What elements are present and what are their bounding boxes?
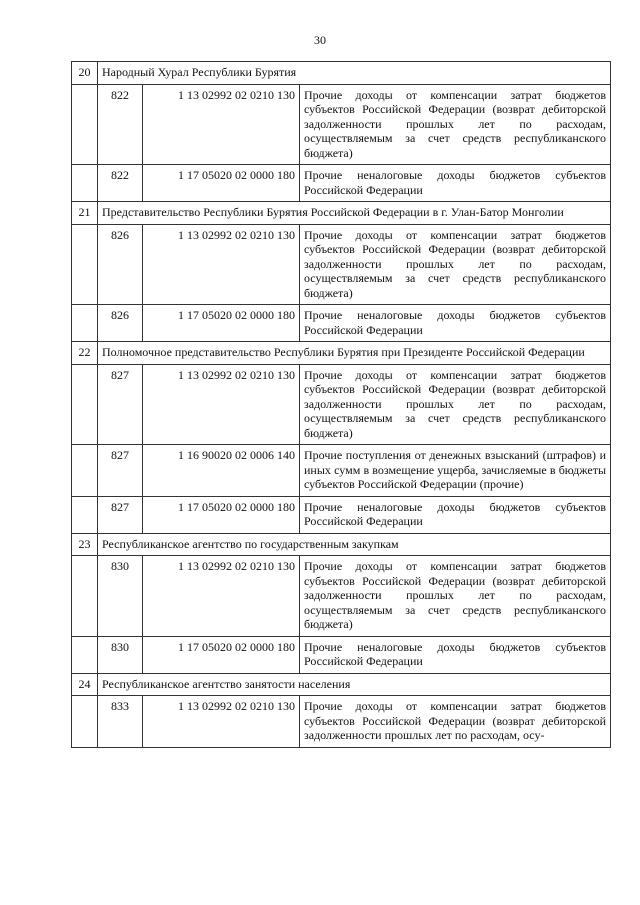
revenue-description: Прочие неналоговые доходы бюджетов субъектов Российской Федерации [300,636,611,673]
revenue-code: 1 13 02992 02 0210 130 [143,84,300,165]
blank-cell [72,636,98,673]
revenue-code: 1 17 05020 02 0000 180 [143,305,300,342]
section-number: 21 [72,202,98,225]
revenue-description: Прочие поступления от денежных взысканий (штрафов) и иных сумм в возмещение ущерба, зачисляемые в бюджеты субъектов Российской Федерации (прочие) [300,445,611,497]
section-number: 23 [72,533,98,556]
blank-cell [72,556,98,637]
blank-cell [72,84,98,165]
admin-code: 833 [98,696,143,748]
blank-cell [72,496,98,533]
section-header-row [72,533,611,556]
table-row [72,556,611,637]
table-row [72,696,611,748]
section-number: 20 [72,62,98,85]
admin-code: 827 [98,364,143,445]
admin-code: 827 [98,496,143,533]
revenue-code: 1 17 05020 02 0000 180 [143,165,300,202]
revenue-code: 1 13 02992 02 0210 130 [143,364,300,445]
revenue-description: Прочие неналоговые доходы бюджетов субъектов Российской Федерации [300,496,611,533]
table-row [72,636,611,673]
blank-cell [72,696,98,748]
table-row [72,305,611,342]
admin-code: 830 [98,636,143,673]
section-header-row [72,62,611,85]
section-number: 22 [72,342,98,365]
revenue-code: 1 17 05020 02 0000 180 [143,496,300,533]
admin-code: 826 [98,305,143,342]
revenue-description: Прочие доходы от компенсации затрат бюджетов субъектов Российской Федерации (возврат дебиторской задолженности прошлых лет по расходам, осуществляемым за счет средств республиканского бюджета) [300,224,611,305]
revenue-code: 1 17 05020 02 0000 180 [143,636,300,673]
blank-cell [72,364,98,445]
admin-code: 830 [98,556,143,637]
revenue-codes-table [71,61,611,748]
revenue-description: Прочие доходы от компенсации затрат бюджетов субъектов Российской Федерации (возврат дебиторской задолженности прошлых лет по расходам, осуществляемым за счет средств республиканского бюджета) [300,364,611,445]
table-row [72,84,611,165]
table-row [72,445,611,497]
revenue-description: Прочие неналоговые доходы бюджетов субъектов Российской Федерации [300,165,611,202]
admin-code: 822 [98,165,143,202]
revenue-description: Прочие доходы от компенсации затрат бюджетов субъектов Российской Федерации (возврат дебиторской задолженности прошлых лет по расходам, осуществляемым за счет средств республиканского бюджета) [300,556,611,637]
blank-cell [72,224,98,305]
admin-code: 826 [98,224,143,305]
revenue-code: 1 13 02992 02 0210 130 [143,696,300,748]
section-header-row [72,202,611,225]
revenue-code: 1 13 02992 02 0210 130 [143,224,300,305]
section-title: Республиканское агентство по государственным закупкам [98,533,611,556]
blank-cell [72,165,98,202]
blank-cell [72,445,98,497]
section-header-row [72,673,611,696]
revenue-code: 1 16 90020 02 0006 140 [143,445,300,497]
section-number: 24 [72,673,98,696]
revenue-description: Прочие неналоговые доходы бюджетов субъектов Российской Федерации [300,305,611,342]
section-title: Полномочное представительство Республики Бурятия при Президенте Российской Федерации [98,342,611,365]
table-row [72,224,611,305]
revenue-description: Прочие доходы от компенсации затрат бюджетов субъектов Российской Федерации (возврат дебиторской задолженности прошлых лет по расходам, осу- [300,696,611,748]
admin-code: 827 [98,445,143,497]
section-title: Республиканское агентство занятости населения [98,673,611,696]
table-row [72,165,611,202]
section-title: Народный Хурал Республики Бурятия [98,62,611,85]
admin-code: 822 [98,84,143,165]
section-title: Представительство Республики Бурятия Российской Федерации в г. Улан-Батор Монголии [98,202,611,225]
section-header-row [72,342,611,365]
table-row [72,496,611,533]
revenue-code: 1 13 02992 02 0210 130 [143,556,300,637]
table-row [72,364,611,445]
page-number: 30 [314,33,326,47]
blank-cell [72,305,98,342]
revenue-description: Прочие доходы от компенсации затрат бюджетов субъектов Российской Федерации (возврат дебиторской задолженности прошлых лет по расходам, осуществляемым за счет средств республиканского бюджета) [300,84,611,165]
